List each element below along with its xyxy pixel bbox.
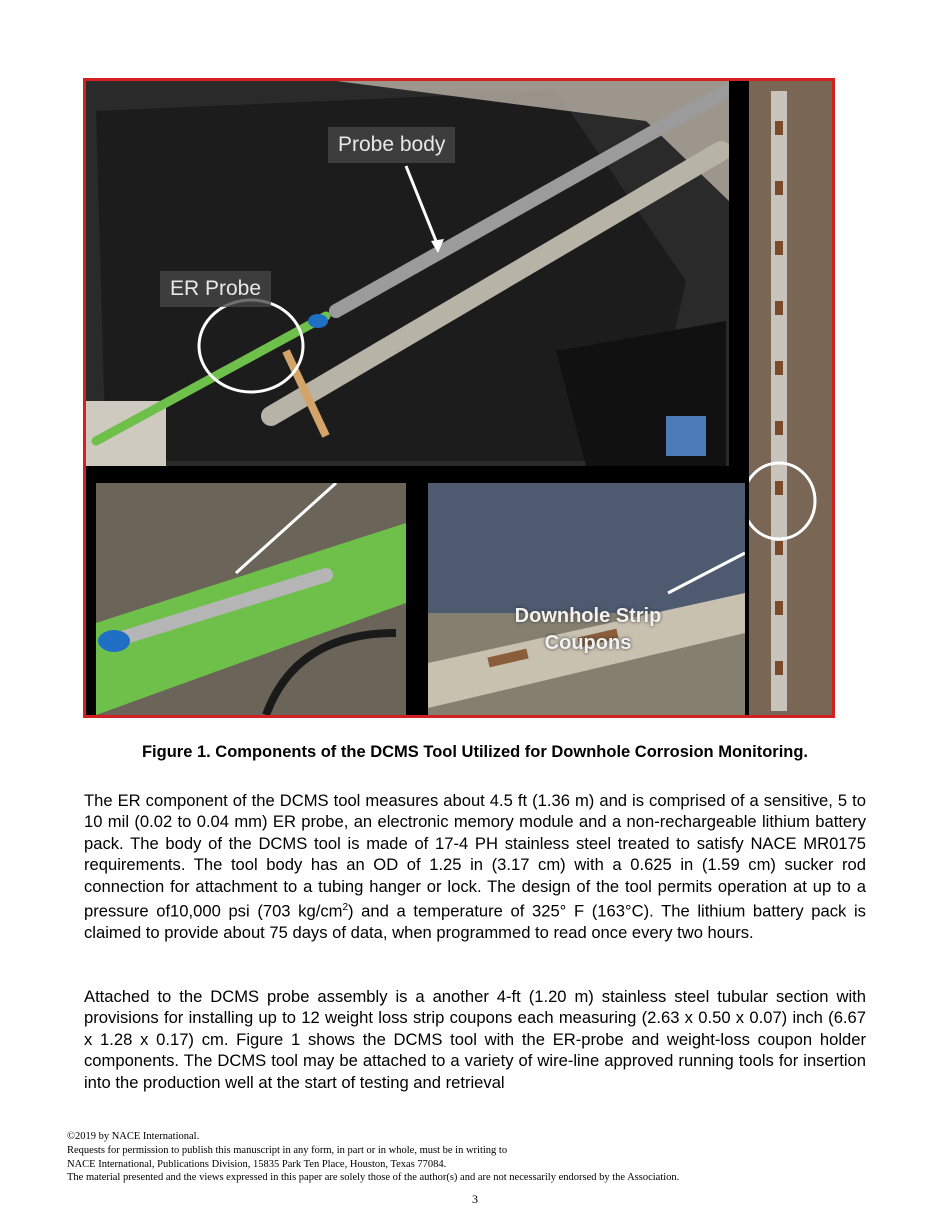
copyright-footer — [67, 1130, 679, 1185]
label-coupons-line1: Downhole Strip — [514, 605, 662, 627]
label-downhole-strip-coupons — [488, 603, 688, 657]
figure-caption: Figure 1. Components of the DCMS Tool Utilized for Downhole Corrosion Monitoring. — [141, 743, 809, 761]
paragraph-er-component — [84, 790, 866, 943]
footer-line-3: NACE International, Publications Division, 15835 Park Ten Place, Houston, Texas 77084. — [67, 1158, 447, 1170]
paragraph-1-part-a: The ER component of the DCMS tool measures about 4.5 ft (1.36 m) and is comprised of a sensitive, 5 to 10 mil (0.02 to 0.04 mm) ER probe, an electronic memory module and a non-rechargeable lithium battery pack. The body of the DCMS tool is made of 17-4 PH stainless steel treated to satisfy NACE MR0175 requirements. The tool body has an OD of 1.25 in (3.17 cm) with a 0.625 in (1.59 cm) sucker rod connection for attachment to a tubing hanger or lock. The design of the tool permits operation at up to a pressure of10,000 psi (703 kg/cm — [84, 791, 866, 921]
photo-coupon-rod — [749, 81, 832, 715]
label-probe-body: Probe body — [328, 127, 455, 163]
er-probe-illustration — [96, 483, 406, 715]
label-coupons-line2: Coupons — [544, 632, 632, 654]
footer-line-2: Requests for permission to publish this manuscript in any form, in part or in whole, must be in writing to — [67, 1144, 508, 1156]
photo-tool-case — [86, 81, 729, 466]
page-number: 3 — [472, 1192, 478, 1206]
figure-dcms-components — [83, 78, 835, 718]
coupon-rod-illustration — [749, 81, 832, 715]
coupons-illustration — [428, 483, 745, 715]
footer-line-1: ©2019 by NACE International. — [67, 1131, 200, 1142]
photo-coupons-closeup — [428, 483, 745, 715]
label-er-probe: ER Probe — [160, 271, 271, 307]
footer-line-4: The material presented and the views expressed in this paper are solely those of the author(s) and are not necessarily endorsed by the Association. — [67, 1172, 680, 1184]
paragraph-probe-assembly: Attached to the DCMS probe assembly is a another 4-ft (1.20 m) stainless steel tubular section with provisions for installing up to 12 weight loss strip coupons each measuring (2.63 x 0.50 x 0.07) inch (6.67 x 1.28 x 0.17) cm. Figure 1 shows the DCMS tool with the ER-probe and weight-loss coupon holder components. The DCMS tool may be attached to a variety of wire-line approved running tools for insertion into the production well at the start of testing and retrieval — [84, 987, 866, 1092]
photo-er-probe-closeup — [96, 483, 406, 715]
superscript-2: 2 — [342, 902, 348, 914]
paragraph-1-part-b: ) and a temperature of 325° F (163°C). The lithium battery pack is claimed to provide about 75 days of data, when programmed to read once every two hours. — [84, 901, 866, 942]
